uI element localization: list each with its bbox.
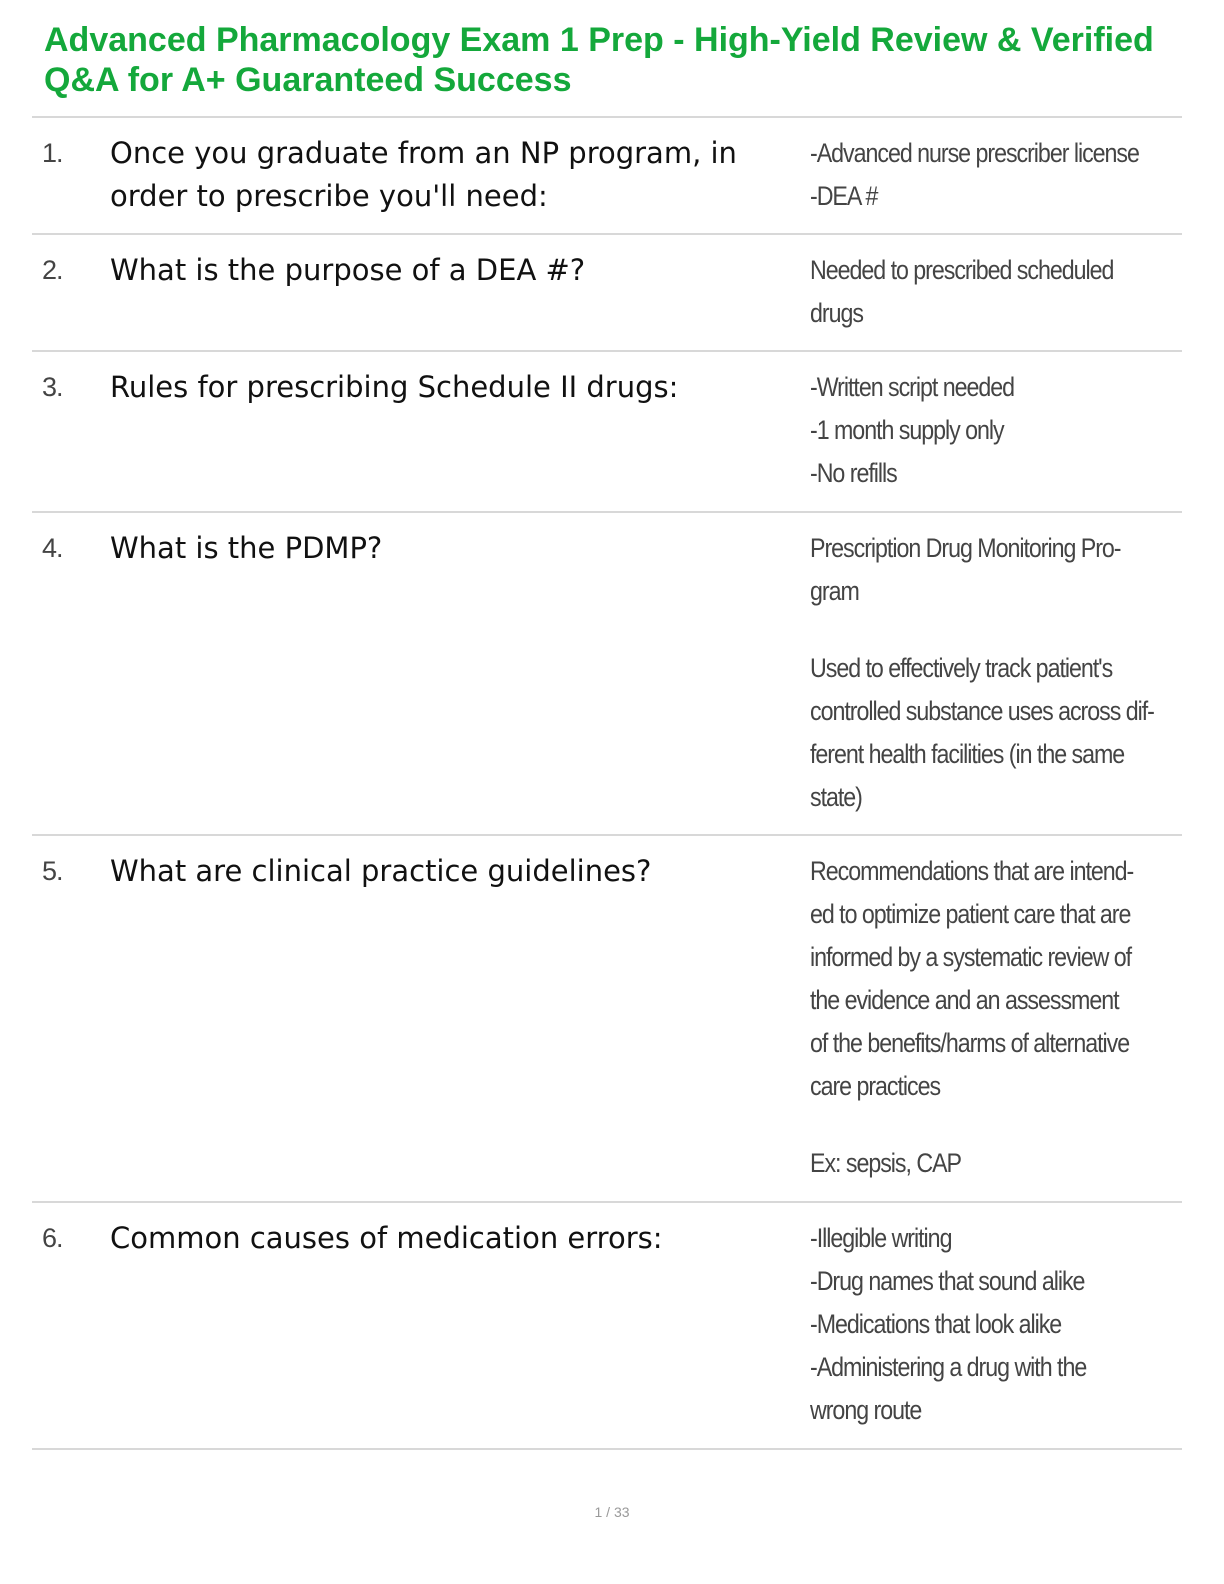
- answer-line: ferent health facilities (in the same: [810, 739, 1125, 769]
- qa-row-6: [32, 1203, 1182, 1450]
- document-title-line-1: Advanced Pharmacology Exam 1 Prep - High-Yield Review & Verified: [44, 21, 1154, 59]
- answer-line: -Medications that look alike: [810, 1309, 1062, 1339]
- question-text: Common causes of medication errors:: [110, 1221, 663, 1255]
- question-text: Rules for prescribing Schedule II drugs:: [110, 370, 679, 404]
- qa-row-4: [32, 513, 1182, 836]
- answer-line: Ex: sepsis, CAP: [810, 1148, 961, 1178]
- answer-line: controlled substance uses across dif-: [810, 696, 1154, 726]
- answer-line: -Illegible writing: [810, 1223, 952, 1253]
- answer-line: ed to optimize patient care that are: [810, 899, 1131, 929]
- answer-text: [810, 1217, 1130, 1448]
- answer-line: -Administering a drug with the: [810, 1352, 1087, 1382]
- answer-line: care practices: [810, 1071, 941, 1101]
- answer-line: -Drug names that sound alike: [810, 1266, 1085, 1296]
- answer-line: -No refills: [810, 458, 897, 488]
- answer-text: [810, 132, 1139, 233]
- qa-row-5: [32, 836, 1182, 1203]
- answer-line: wrong route: [810, 1395, 922, 1425]
- qa-row-2: [32, 235, 1182, 352]
- answer-line: Recommendations that are intend-: [810, 856, 1134, 886]
- answer-line: state): [810, 782, 862, 812]
- answer-paragraph: [810, 850, 1134, 1108]
- answer-line: Used to effectively track patient's: [810, 653, 1113, 683]
- qa-row-3: [32, 352, 1182, 513]
- qa-list: [32, 116, 1182, 1450]
- question-number: 3.: [42, 372, 63, 402]
- question-text: [110, 132, 810, 233]
- answer-line: gram: [810, 576, 859, 606]
- qa-row-1: [32, 118, 1182, 235]
- answer-line: -Written script needed: [810, 372, 1015, 402]
- question-line: order to prescribe you'll need:: [110, 179, 548, 213]
- document-title: [44, 20, 1214, 100]
- answer-paragraph: [810, 1142, 1130, 1185]
- page-number: 1 / 33: [594, 1504, 630, 1520]
- answer-line: of the benefits/harms of alternative: [810, 1028, 1130, 1058]
- question-number: 5.: [42, 856, 63, 886]
- question-number: 1.: [42, 138, 63, 168]
- answer-line: -1 month supply only: [810, 415, 1004, 445]
- answer-text: [810, 527, 1154, 834]
- answer-line: informed by a systematic review of: [810, 942, 1132, 972]
- answer-line: the evidence and an assessment: [810, 985, 1119, 1015]
- answer-text: [810, 249, 1130, 350]
- question-text: What is the PDMP?: [110, 531, 383, 565]
- question-number: 6.: [42, 1223, 63, 1253]
- question-line: Once you graduate from an NP program, in: [110, 136, 737, 170]
- answer-line: drugs: [810, 298, 863, 328]
- answer-line: -DEA #: [810, 181, 878, 211]
- question-text: What is the purpose of a DEA #?: [110, 253, 586, 287]
- answer-line: Needed to prescribed scheduled: [810, 255, 1114, 285]
- question-text: What are clinical practice guidelines?: [110, 854, 652, 888]
- question-number: 2.: [42, 255, 63, 285]
- answer-paragraph: [810, 647, 1154, 819]
- answer-line: -Advanced nurse prescriber license: [810, 138, 1139, 168]
- answer-paragraph: [810, 527, 1130, 613]
- answer-text: [810, 850, 1134, 1201]
- answer-line: Prescription Drug Monitoring Pro-: [810, 533, 1121, 563]
- question-number: 4.: [42, 533, 63, 563]
- document-title-line-2: Q&A for A+ Guaranteed Success: [44, 61, 572, 99]
- answer-text: [810, 366, 1130, 511]
